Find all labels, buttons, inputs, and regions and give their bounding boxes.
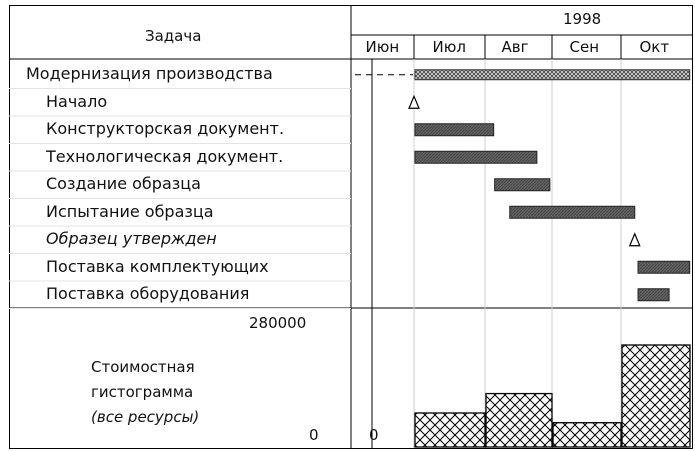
histogram-title-line3: (все ресурсы) <box>91 408 200 426</box>
gantt-milestone <box>630 234 640 246</box>
task-label-5: Испытание образца <box>46 201 214 221</box>
gantt-summary-bar <box>415 70 690 80</box>
task-label-8: Поставка оборудования <box>46 284 250 303</box>
gantt-task-bar <box>415 151 537 163</box>
month-label-4: Окт <box>639 38 670 56</box>
task-label-3: Технологическая документ. <box>46 146 284 166</box>
histogram-title-line2: гистограмма <box>91 383 194 401</box>
histogram-max-label: 280000 <box>249 314 307 332</box>
task-label-4: Создание образца <box>46 174 201 193</box>
year-header: 1998 <box>563 10 602 28</box>
month-label-2: Авг <box>501 38 529 56</box>
month-label-3: Сен <box>569 38 600 56</box>
cost-histogram-bar-2 <box>486 394 552 447</box>
gantt-task-bar <box>415 124 494 136</box>
task-label-1: Начало <box>46 91 108 111</box>
histogram-title-line1: Стоимостная <box>91 358 195 376</box>
gantt-task-bar <box>510 206 635 218</box>
task-label-6: Образец утвержден <box>46 229 217 248</box>
gantt-task-bar <box>638 261 690 273</box>
gantt-task-bar <box>495 179 550 191</box>
task-label-7: Поставка комплектующих <box>46 256 269 276</box>
gantt-task-bar <box>638 289 669 301</box>
cost-histogram-bar-3 <box>553 423 621 447</box>
month-label-0: Июн <box>365 38 400 56</box>
task-label-0: Модернизация производства <box>26 64 273 83</box>
histogram-zero-chart-label: 0 <box>369 426 379 444</box>
gantt-milestone <box>409 96 419 108</box>
task-label-2: Конструкторская документ. <box>46 119 285 138</box>
histogram-zero-label: 0 <box>309 426 319 444</box>
month-label-1: Июл <box>432 38 466 56</box>
task-column-header: Задача <box>145 27 202 45</box>
cost-histogram-bar-4 <box>622 345 690 447</box>
cost-histogram-bar-1 <box>415 413 485 447</box>
